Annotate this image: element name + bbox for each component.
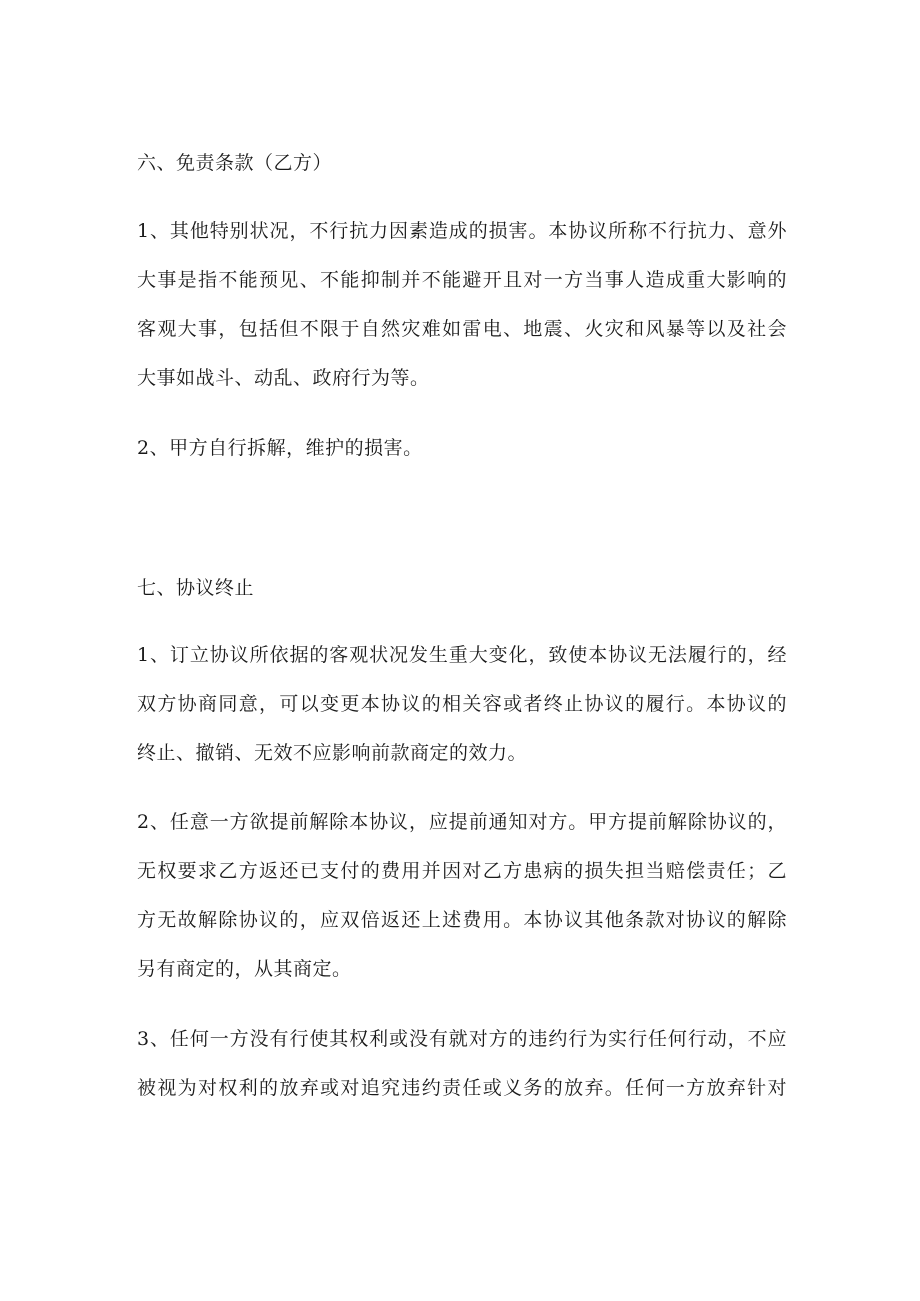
- paragraph-line: 双方协商同意，可以变更本协议的相关容或者终止协议的履行。本协议的: [137, 693, 787, 715]
- paragraph-line: 大事如战斗、动乱、政府行为等。: [137, 367, 430, 389]
- paragraph-line: 无权要求乙方返还已支付的费用并因对乙方患病的损失担当赔偿责任；乙: [137, 860, 787, 882]
- paragraph-line: 被视为对权利的放弃或对追究违约责任或义务的放弃。任何一方放弃针对: [137, 1077, 787, 1099]
- paragraph-line: 1、订立协议所依据的客观状况发生重大变化，致使本协议无法履行的，经: [137, 644, 787, 666]
- paragraph-line: 3、任何一方没有行使其权利或没有就对方的违约行为实行任何行动，不应: [137, 1028, 787, 1050]
- paragraph-line: 2、甲方自行拆解，维护的损害。: [137, 437, 423, 459]
- section-7-heading: 七、协议终止: [137, 577, 255, 599]
- paragraph-line: 大事是指不能预见、不能抑制并不能避开且对一方当事人造成重大影响的: [137, 269, 787, 291]
- paragraph-line: 2、任意一方欲提前解除本协议，应提前通知对方。甲方提前解除协议的，: [137, 811, 787, 833]
- paragraph-line: 另有商定的，从其商定。: [137, 958, 352, 980]
- section-6-heading: 六、免责条款（乙方）: [137, 152, 333, 174]
- paragraph-line: 客观大事，包括但不限于自然灾难如雷电、地震、火灾和风暴等以及社会: [137, 318, 787, 340]
- paragraph-line: 1、其他特别状况，不行抗力因素造成的损害。本协议所称不行抗力、意外: [137, 220, 787, 242]
- paragraph-line: 终止、撤销、无效不应影响前款商定的效力。: [137, 742, 528, 764]
- paragraph-line: 方无故解除协议的，应双倍返还上述费用。本协议其他条款对协议的解除: [137, 909, 787, 931]
